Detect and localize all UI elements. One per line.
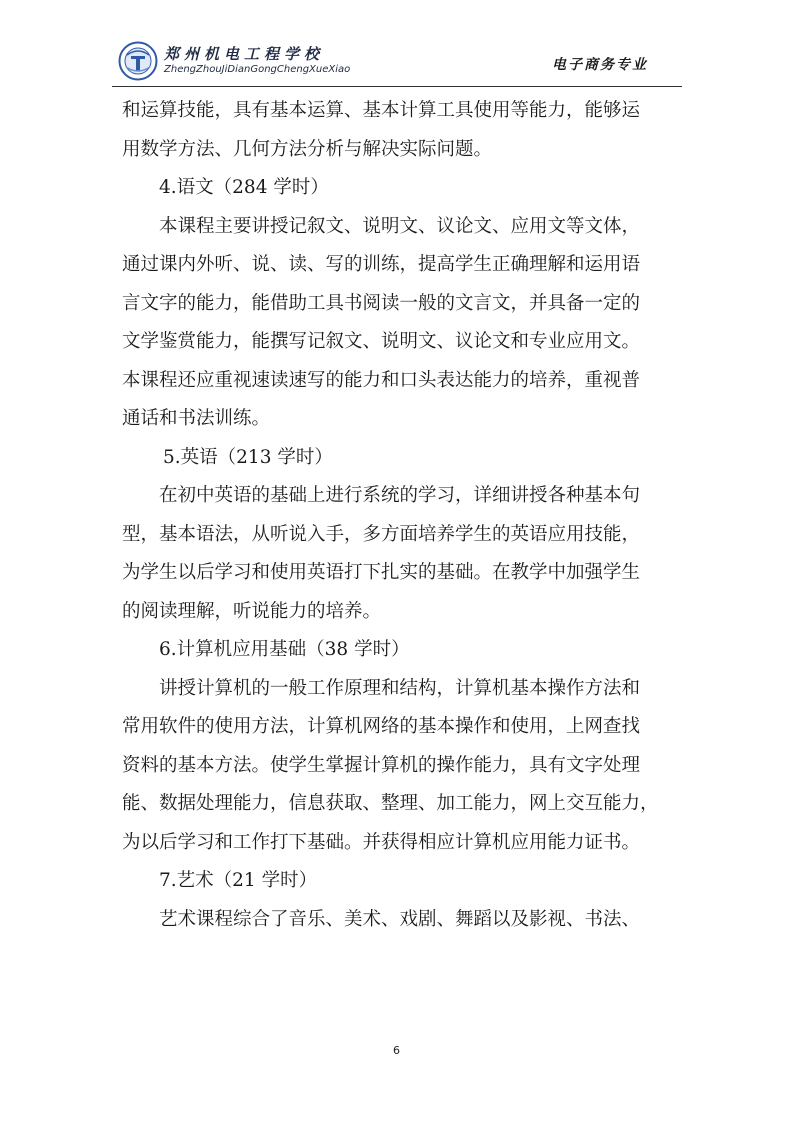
text-line: 常用软件的使用方法，计算机网络的基本操作和使用，上网查找 — [122, 716, 641, 737]
section-heading-english: 5.英语（213 学时） — [163, 446, 333, 468]
text-line: 用数学方法、几何方法分析与解决实际问题。 — [122, 138, 493, 160]
text-line: 的阅读理解，听说能力的培养。 — [122, 600, 382, 622]
document-body — [122, 92, 672, 939]
text-line: 为以后学习和工作打下基础。并获得相应计算机应用能力证书。 — [122, 831, 641, 853]
text-line: 通话和书法训练。 — [122, 408, 271, 429]
school-name-en: ZhengZhouJiDianGongChengXueXiao — [164, 64, 351, 75]
text-line: 艺术课程综合了音乐、美术、戏剧、舞蹈以及影视、书法、 — [159, 908, 641, 930]
section-heading-art: 7.艺术（21 学时） — [159, 870, 318, 891]
text-line: 能、数据处理能力，信息获取、整理、加工能力，网上交互能力， — [122, 793, 659, 814]
major-title: 电子商务专业 — [552, 57, 648, 73]
text-line: 通过课内外听、说、读、写的训练，提高学生正确理解和运用语 — [122, 254, 641, 275]
header-divider — [112, 86, 682, 87]
text-line: 言文字的能力，能借助工具书阅读一般的文言文，并具备一定的 — [122, 292, 641, 314]
text-line: 本课程还应重视速读速写的能力和口头表达能力的培养，重视普 — [122, 369, 641, 391]
text-line: 型，基本语法，从听说入手，多方面培养学生的英语应用技能， — [122, 523, 641, 545]
text-line: 讲授计算机的一般工作原理和结构，计算机基本操作方法和 — [159, 677, 641, 699]
text-line: 本课程主要讲授记叙文、说明文、议论文、应用文等文体， — [159, 215, 641, 237]
school-name-cn: 郑州机电工程学校 — [164, 45, 325, 63]
school-emblem-icon — [118, 41, 158, 81]
page-header — [112, 38, 682, 84]
section-heading-computer: 6.计算机应用基础（38 学时） — [159, 639, 410, 660]
text-line: 文学鉴赏能力，能撰写记叙文、说明文、议论文和专业应用文。 — [122, 331, 641, 352]
text-line: 在初中英语的基础上进行系统的学习，详细讲授各种基本句 — [159, 485, 641, 506]
section-heading-chinese: 4.语文（284 学时） — [159, 177, 329, 198]
text-line: 和运算技能，具有基本运算、基本计算工具使用等能力，能够运 — [122, 100, 641, 121]
text-line: 资料的基本方法。使学生掌握计算机的操作能力，具有文字处理 — [122, 754, 641, 776]
text-line: 为学生以后学习和使用英语打下扎实的基础。在教学中加强学生 — [122, 562, 641, 583]
page-number: 6 — [393, 1044, 400, 1057]
